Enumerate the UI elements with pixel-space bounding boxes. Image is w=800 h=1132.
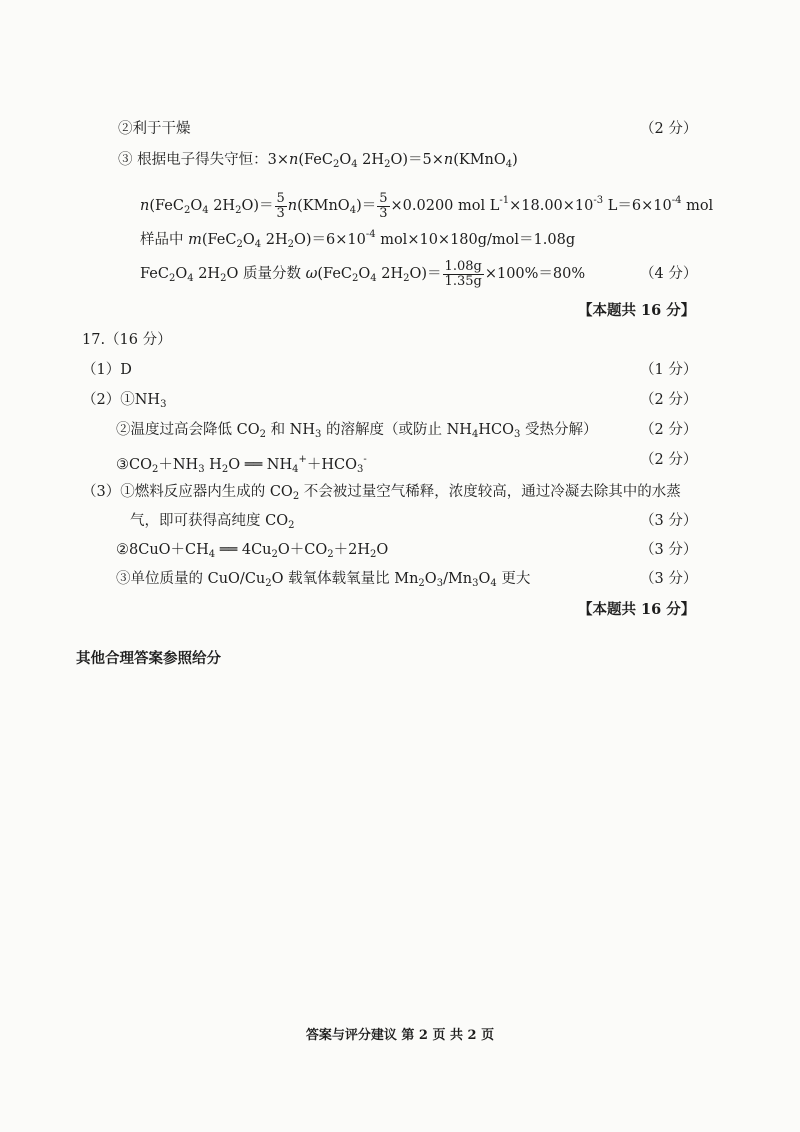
section-total: 【本题共 16 分】 — [578, 302, 696, 319]
answer-line: （3）①燃料反应器内生成的 $CO_2$ 不会被过量空气稀释，浓度较高，通过冷凝去除其中的水蒸 — [82, 484, 681, 502]
score: （2 分） — [640, 452, 698, 468]
score: （1 分） — [640, 362, 698, 378]
answer-line: ③ 根据电子得失守恒：$3\times n(FeC_2O_4$ $2H_2O)=5\times n(KMnO_4)$ — [118, 152, 518, 170]
score: （2 分） — [640, 422, 698, 438]
equation-line: $②8CuO+CH_4$ ══ $4Cu_2O+CO_2+2H_2O$ — [116, 542, 389, 560]
score: （4 分） — [640, 266, 698, 282]
answer-line: 气，即可获得高纯度 $CO_2$ — [130, 513, 295, 531]
answer-line: ②温度过高会降低 $CO_2$ 和 $NH_3$ 的溶解度（或防止 $NH_4HCO_3$ 受热分解） — [116, 422, 598, 440]
grading-note: 其他合理答案参照给分 — [76, 650, 221, 667]
equation-line: $FeC_2O_4$ $2H_2O$ 质量分数 $\omega(FeC_2O_4$ $2H_2O)=$ $\frac{1.08g}{1.35g}$ ×100%＝80% — [140, 258, 586, 289]
score: （2 分） — [640, 121, 698, 137]
question-title: 17.（16 分） — [82, 332, 172, 348]
answer-text: ②利于干燥 — [118, 121, 191, 137]
score: （3 分） — [640, 571, 698, 587]
equation-line: $③CO_2+NH_3$ $H_2O$ ══ $NH_4^++HCO_3^-$ — [116, 454, 367, 475]
section-total: 【本题共 16 分】 — [578, 601, 696, 618]
answer-line: $(2)①NH_3$ — [82, 392, 167, 410]
score: （3 分） — [640, 513, 698, 529]
page-footer: 答案与评分建议 第 2 页 共 2 页 — [305, 1028, 495, 1043]
fraction: $\frac{5}{3}$ — [379, 190, 388, 221]
answer-line: （1）D — [82, 362, 132, 378]
fraction: $\frac{1.08g}{1.35g}$ — [444, 258, 482, 289]
equation-line: $n(FeC_2O_4$ $2H_2O)=$ $\frac{5}{3}$ n(KMnO$_4$)＝ $\frac{5}{3}$ ×0.0200 mol $L^{-1}\times 18.00\times 10^{-3}$ $L=6\times 10^{-4}$ mol — [140, 190, 714, 221]
answer-line: 样品中 $m(FeC_2O_4$ $2H_2O)=6\times 10^{-4}$ mol×10×180g/mol＝1.08g — [140, 229, 576, 250]
answer-line: ③单位质量的 CuO/$Cu_2O$ 载氧体载氧量比 $Mn_2O_3/Mn_3O_4$ 更大 — [116, 571, 531, 589]
score: （3 分） — [640, 542, 698, 558]
answer-line — [118, 119, 191, 139]
score: （2 分） — [640, 392, 698, 408]
fraction: $\frac{5}{3}$ — [276, 190, 285, 221]
